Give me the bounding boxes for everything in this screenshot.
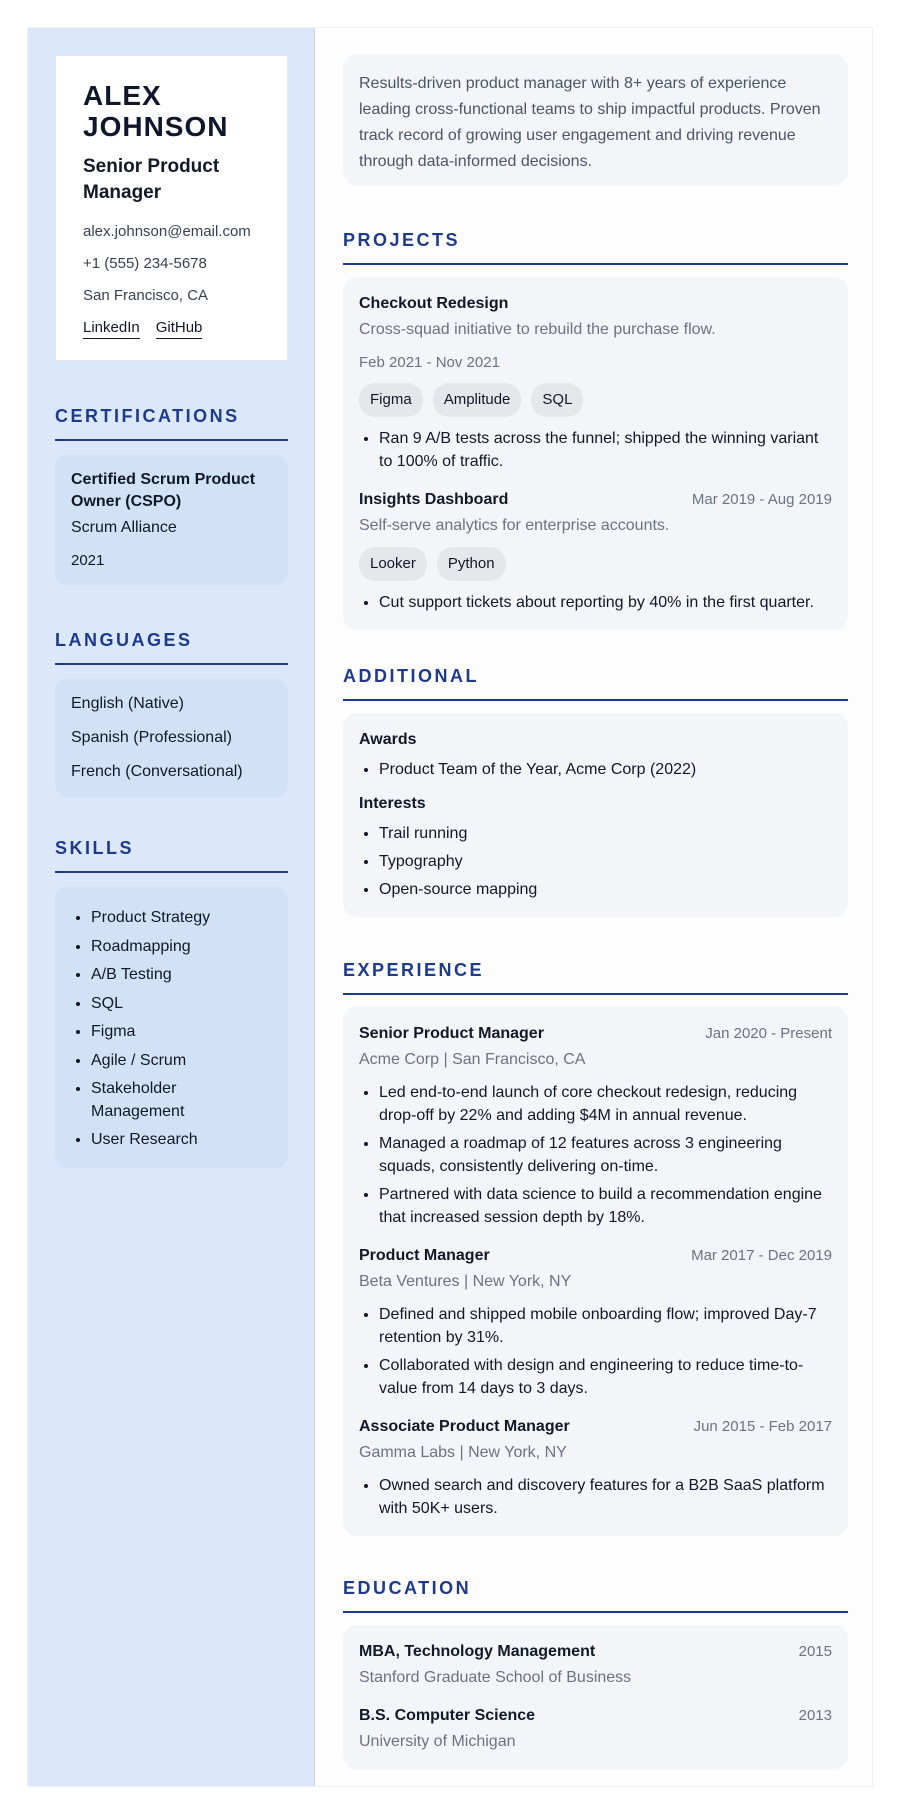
company: Gamma Labs | New York, NY — [359, 1444, 567, 1461]
profile-links — [83, 318, 260, 339]
company: Acme Corp | San Francisco, CA — [359, 1051, 586, 1068]
awards-label: Awards — [359, 731, 417, 748]
project-name: Checkout Redesign — [359, 295, 509, 312]
section-heading: EXPERIENCE — [343, 960, 848, 995]
github-link[interactable]: GitHub — [156, 318, 203, 339]
project-name: Insights Dashboard — [359, 491, 509, 508]
job-title: Product Manager — [359, 1247, 490, 1264]
linkedin-link[interactable]: LinkedIn — [83, 318, 140, 339]
interest-item: • Open-source mapping — [379, 879, 832, 901]
skill-item: • SQL — [91, 993, 272, 1016]
interests-list — [359, 823, 832, 901]
project-dates: Mar 2019 - Aug 2019 — [691, 491, 832, 508]
additional-card — [343, 713, 848, 917]
phone: +1 (555) 234-5678 — [83, 255, 207, 272]
interests-label: Interests — [359, 795, 426, 812]
certifications-section — [55, 406, 288, 585]
education-item — [359, 1641, 832, 1689]
skill-item: • A/B Testing — [91, 964, 272, 987]
skills-card — [55, 887, 288, 1168]
job-title: Associate Product Manager — [359, 1418, 570, 1435]
candidate-name: ALEX JOHNSON — [83, 80, 229, 142]
bullet-item: • Collaborated with design and engineering to reduce time-to-value from 14 days to 3 days. — [379, 1354, 832, 1400]
education-card — [343, 1625, 848, 1769]
project-tags — [359, 547, 832, 581]
section-heading: ADDITIONAL — [343, 666, 848, 701]
tag: SQL — [531, 383, 583, 417]
bullet-item: • Partnered with data science to build a recommendation engine that increased session depth by 18%. — [379, 1183, 832, 1229]
certification-name: Certified Scrum Product Owner (CSPO) — [71, 471, 256, 510]
experience-item — [359, 1416, 832, 1520]
skill-item: • User Research — [91, 1129, 272, 1152]
education-section — [343, 1578, 848, 1769]
language-item: French (Conversational) — [71, 763, 243, 780]
degree: B.S. Computer Science — [359, 1707, 536, 1724]
experience-card — [343, 1007, 848, 1536]
language-item: English (Native) — [71, 695, 184, 712]
certification-issuer: Scrum Alliance — [71, 519, 177, 536]
section-heading: EDUCATION — [343, 1578, 848, 1613]
company: Beta Ventures | New York, NY — [359, 1273, 572, 1290]
skill-item: • Stakeholder Management — [91, 1078, 272, 1123]
project-description: Self-serve analytics for enterprise accounts. — [359, 517, 670, 534]
bullet-item: • Cut support tickets about reporting by 40% in the first quarter. — [379, 591, 832, 614]
certification-year: 2021 — [71, 552, 105, 569]
skills-section — [55, 838, 288, 1168]
tag: Figma — [359, 383, 423, 417]
school: University of Michigan — [359, 1733, 516, 1750]
language-item: Spanish (Professional) — [71, 729, 232, 746]
job-dates: Jan 2020 - Present — [705, 1025, 832, 1042]
project-tags — [359, 383, 832, 417]
project-dates: Feb 2021 - Nov 2021 — [359, 354, 500, 371]
job-dates: Jun 2015 - Feb 2017 — [693, 1418, 832, 1435]
section-heading: LANGUAGES — [55, 630, 288, 665]
tag: Looker — [359, 547, 427, 581]
location: San Francisco, CA — [83, 287, 209, 304]
profile-card — [55, 55, 288, 361]
school: Stanford Graduate School of Business — [359, 1669, 632, 1686]
graduation-year: 2015 — [798, 1643, 832, 1660]
education-item — [359, 1705, 832, 1753]
section-heading: CERTIFICATIONS — [55, 406, 288, 441]
job-bullets — [359, 1474, 832, 1520]
projects-section — [343, 230, 848, 630]
languages-section — [55, 630, 288, 797]
skill-item: • Agile / Scrum — [91, 1050, 272, 1073]
bullet-item: • Managed a roadmap of 12 features across 3 engineering squads, consistently delivering on-time. — [379, 1132, 832, 1178]
experience-item — [359, 1023, 832, 1229]
awards-block — [359, 729, 832, 781]
bullet-item: • Owned search and discovery features for a B2B SaaS platform with 50K+ users. — [379, 1474, 832, 1520]
degree: MBA, Technology Management — [359, 1643, 596, 1660]
interest-item: • Trail running — [379, 823, 832, 845]
experience-section — [343, 960, 848, 1536]
interests-block — [359, 793, 832, 901]
tag: Python — [437, 547, 506, 581]
interest-item: • Typography — [379, 851, 832, 873]
project-description: Cross-squad initiative to rebuild the purchase flow. — [359, 321, 716, 338]
skill-item: • Figma — [91, 1021, 272, 1044]
additional-section — [343, 666, 848, 917]
job-bullets — [359, 1303, 832, 1400]
section-heading: SKILLS — [55, 838, 288, 873]
award-item: • Product Team of the Year, Acme Corp (2022) — [379, 759, 832, 781]
job-dates: Mar 2017 - Dec 2019 — [691, 1247, 832, 1264]
projects-card — [343, 277, 848, 630]
job-title: Senior Product Manager — [359, 1025, 544, 1042]
bullet-item: • Led end-to-end launch of core checkout redesign, reducing drop-off by 22% and adding $4M in annual revenue. — [379, 1081, 832, 1127]
section-heading: PROJECTS — [343, 230, 848, 265]
bullet-item: • Ran 9 A/B tests across the funnel; shipped the winning variant to 100% of traffic. — [379, 427, 832, 473]
candidate-title: Senior Product Manager — [83, 156, 220, 203]
tag: Amplitude — [433, 383, 522, 417]
skill-item: • Roadmapping — [91, 936, 272, 959]
summary: Results-driven product manager with 8+ years of experience leading cross-functional teams to ship impactful products. Proven track record of growing user engagement and driving revenue through data-informed decisions. — [343, 55, 848, 185]
resume-page — [28, 28, 872, 1786]
project-bullets — [359, 427, 832, 473]
skills-list — [71, 907, 272, 1152]
languages-card — [55, 679, 288, 797]
email: alex.johnson@email.com — [83, 223, 251, 240]
certification-card — [55, 455, 288, 585]
project-bullets — [359, 591, 832, 614]
project-item — [359, 293, 832, 473]
experience-item — [359, 1245, 832, 1400]
awards-list — [359, 759, 832, 781]
project-item — [359, 489, 832, 614]
skill-item: • Product Strategy — [91, 907, 272, 930]
job-bullets — [359, 1081, 832, 1229]
sidebar — [28, 28, 315, 1786]
bullet-item: • Defined and shipped mobile onboarding flow; improved Day-7 retention by 31%. — [379, 1303, 832, 1349]
graduation-year: 2013 — [798, 1707, 832, 1724]
